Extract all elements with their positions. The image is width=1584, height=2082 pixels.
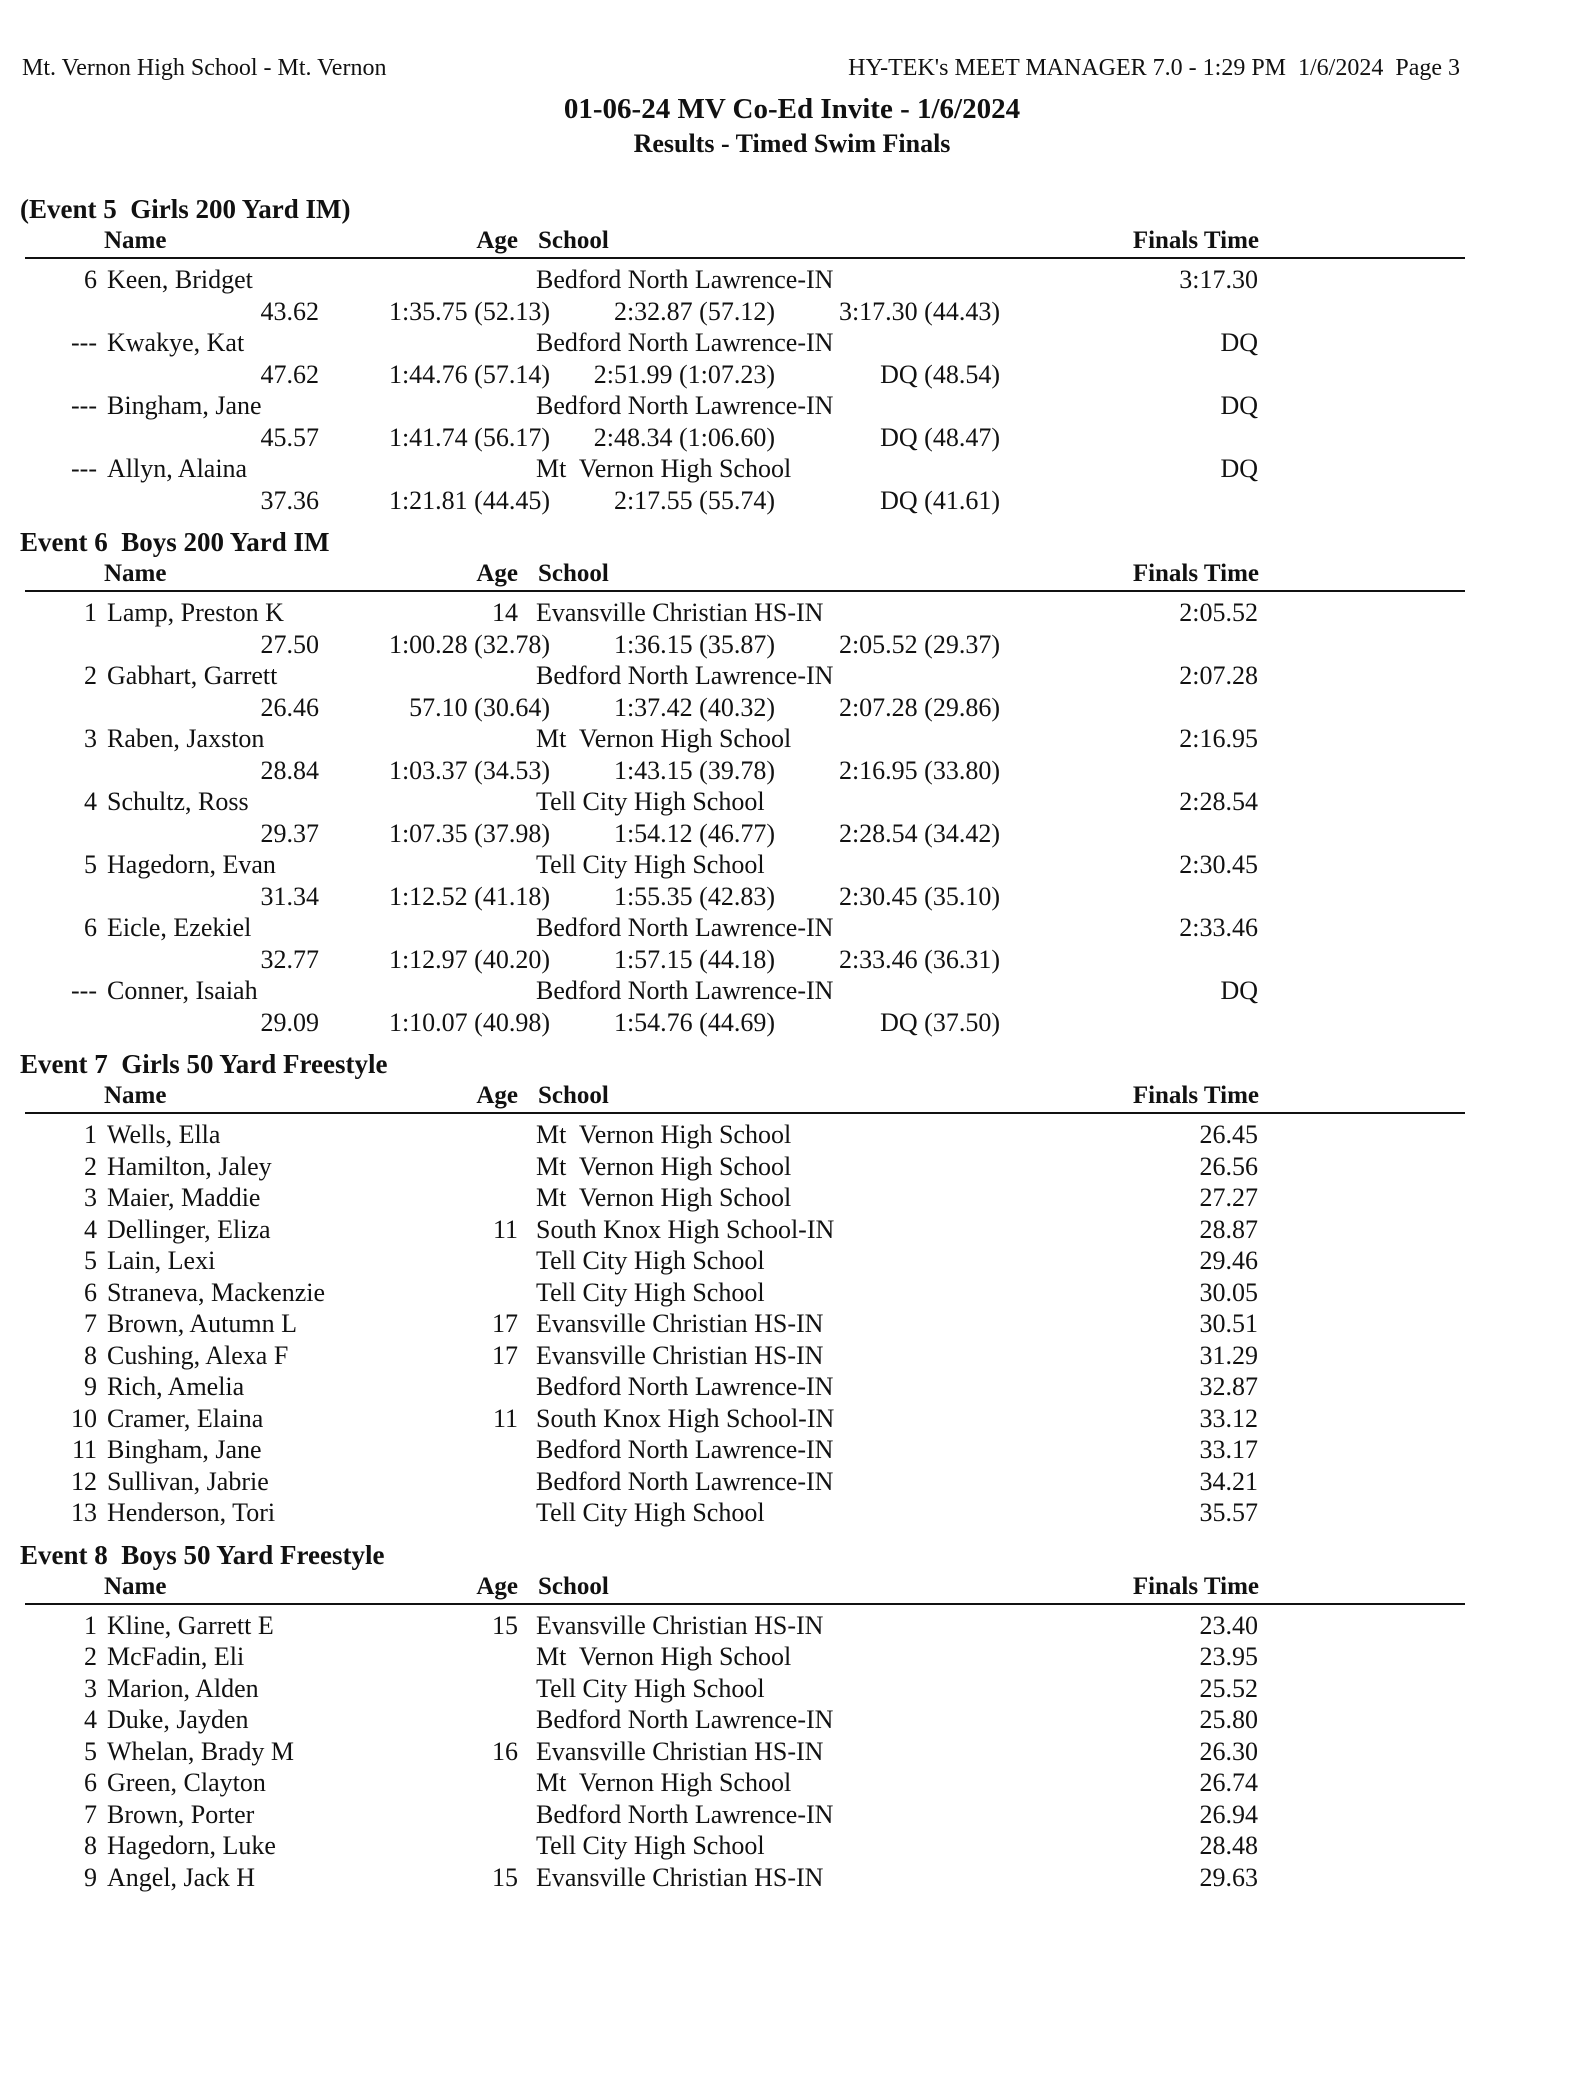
result-row bbox=[25, 1799, 1465, 1831]
swimmer-school: Evansville Christian HS-IN bbox=[536, 1736, 824, 1766]
result-row bbox=[25, 975, 1465, 1007]
finals-time-cell: 3:17.30 bbox=[1179, 265, 1258, 294]
split-2: 1:35.75 (52.13) bbox=[388, 296, 550, 326]
split-2: 1:12.52 (41.18) bbox=[388, 881, 550, 911]
split-3: 1:36.15 (35.87) bbox=[613, 629, 775, 659]
split-3: 1:37.42 (40.32) bbox=[613, 692, 775, 722]
finals-time-cell: 32.87 bbox=[1199, 1372, 1258, 1401]
place-cell: 3 bbox=[84, 724, 97, 753]
splits-row bbox=[25, 692, 1465, 724]
split-4: DQ (37.50) bbox=[880, 1007, 1000, 1037]
result-row bbox=[25, 1119, 1465, 1151]
swimmer-school: Evansville Christian HS-IN bbox=[536, 1340, 824, 1370]
split-2: 1:07.35 (37.98) bbox=[388, 818, 550, 848]
swimmer-name: McFadin, Eli bbox=[107, 1642, 245, 1671]
swimmer-school: Mt Vernon High School bbox=[536, 1120, 792, 1149]
finals-time-cell: 25.80 bbox=[1199, 1705, 1258, 1734]
place-cell: 1 bbox=[84, 1610, 97, 1640]
finals-time-cell: 29.63 bbox=[1199, 1862, 1258, 1892]
finals-time-cell: 28.48 bbox=[1199, 1831, 1258, 1860]
result-row bbox=[25, 1308, 1465, 1340]
meet-title: 01-06-24 MV Co-Ed Invite - 1/6/2024 bbox=[563, 93, 1021, 125]
finals-time-cell: 26.94 bbox=[1199, 1799, 1258, 1829]
swimmer-name: Kline, Garrett E bbox=[107, 1610, 274, 1640]
swimmer-age: 11 bbox=[492, 1403, 518, 1433]
swimmer-school: Mt Vernon High School bbox=[536, 1642, 792, 1671]
column-header-school: School bbox=[538, 1572, 609, 1600]
header-left-text: Mt. Vernon High School - Mt. Vernon bbox=[22, 55, 387, 81]
swimmer-name: Straneva, Mackenzie bbox=[107, 1277, 326, 1307]
split-1: 29.37 bbox=[260, 818, 319, 848]
events-list bbox=[0, 193, 1584, 1893]
swimmer-name: Bingham, Jane bbox=[107, 1435, 262, 1464]
column-header-school: School bbox=[538, 1082, 609, 1109]
result-row bbox=[25, 1466, 1465, 1498]
swimmer-name: Maier, Maddie bbox=[107, 1183, 261, 1212]
swimmer-school: Bedford North Lawrence-IN bbox=[536, 1466, 834, 1496]
place-cell: 4 bbox=[84, 1214, 97, 1244]
finals-time-cell: DQ bbox=[1220, 454, 1258, 483]
swimmer-name: Wells, Ella bbox=[107, 1120, 221, 1149]
swimmer-age: 14 bbox=[492, 598, 518, 627]
splits-row bbox=[25, 422, 1465, 454]
split-3: 1:57.15 (44.18) bbox=[613, 944, 775, 974]
column-header-name: Name bbox=[104, 1572, 167, 1600]
split-4: 3:17.30 (44.43) bbox=[838, 296, 1000, 326]
result-row bbox=[25, 1767, 1465, 1799]
table-header-row bbox=[25, 225, 1465, 259]
swimmer-school: Bedford North Lawrence-IN bbox=[536, 1372, 834, 1401]
finals-time-cell: 35.57 bbox=[1199, 1498, 1258, 1527]
swimmer-name: Whelan, Brady M bbox=[107, 1736, 295, 1766]
swimmer-school: Tell City High School bbox=[536, 1831, 765, 1860]
result-row bbox=[25, 1641, 1465, 1673]
splits-row bbox=[25, 485, 1465, 517]
event-heading: (Event 5 Girls 200 Yard IM) bbox=[20, 194, 351, 224]
swimmer-name: Kwakye, Kat bbox=[107, 328, 245, 357]
split-2: 1:12.97 (40.20) bbox=[388, 944, 550, 974]
splits-row bbox=[25, 818, 1465, 850]
swimmer-age: 16 bbox=[492, 1736, 518, 1766]
swimmer-name: Angel, Jack H bbox=[107, 1862, 256, 1892]
place-cell: 12 bbox=[71, 1466, 97, 1496]
column-header-school: School bbox=[538, 227, 609, 254]
finals-time-cell: 26.56 bbox=[1199, 1151, 1258, 1181]
swimmer-school: Bedford North Lawrence-IN bbox=[536, 1799, 834, 1829]
finals-time-cell: 26.74 bbox=[1199, 1768, 1258, 1797]
result-row bbox=[25, 1862, 1465, 1894]
swimmer-name: Raben, Jaxston bbox=[107, 724, 265, 753]
table-rows bbox=[25, 259, 1465, 516]
split-4: DQ (48.47) bbox=[880, 422, 1000, 452]
split-1: 45.57 bbox=[260, 422, 319, 452]
swimmer-name: Keen, Bridget bbox=[107, 265, 253, 294]
split-3: 2:51.99 (1:07.23) bbox=[593, 359, 775, 389]
place-cell: 2 bbox=[84, 1642, 97, 1671]
split-4: 2:30.45 (35.10) bbox=[838, 881, 1000, 911]
splits-row bbox=[25, 296, 1465, 328]
split-2: 1:21.81 (44.45) bbox=[388, 485, 550, 515]
place-cell: 11 bbox=[71, 1435, 97, 1464]
swimmer-name: Hamilton, Jaley bbox=[107, 1151, 272, 1181]
finals-time-cell: 29.46 bbox=[1199, 1246, 1258, 1275]
place-cell: 10 bbox=[71, 1403, 97, 1433]
table-rows bbox=[25, 1114, 1465, 1529]
swimmer-name: Sullivan, Jabrie bbox=[107, 1466, 269, 1496]
split-4: 2:28.54 (34.42) bbox=[838, 818, 1000, 848]
swimmer-name: Green, Clayton bbox=[107, 1768, 266, 1797]
swimmer-school: Bedford North Lawrence-IN bbox=[536, 913, 834, 942]
finals-time-cell: 23.40 bbox=[1199, 1610, 1258, 1640]
event-section bbox=[0, 526, 1584, 1038]
split-3: 2:17.55 (55.74) bbox=[613, 485, 775, 515]
split-1: 37.36 bbox=[260, 485, 319, 515]
place-cell: --- bbox=[71, 391, 97, 420]
swimmer-school: Bedford North Lawrence-IN bbox=[536, 391, 834, 420]
column-header-age: Age bbox=[476, 560, 518, 587]
column-header-school: School bbox=[538, 560, 609, 587]
swimmer-age: 17 bbox=[492, 1309, 518, 1338]
result-row bbox=[25, 1277, 1465, 1309]
table-header-row bbox=[25, 1080, 1465, 1114]
split-1: 26.46 bbox=[260, 692, 319, 722]
swimmer-school: Mt Vernon High School bbox=[536, 724, 792, 753]
place-cell: 8 bbox=[84, 1831, 97, 1860]
finals-time-cell: 26.45 bbox=[1199, 1120, 1258, 1149]
table-header-row bbox=[25, 558, 1465, 592]
swimmer-school: Mt Vernon High School bbox=[536, 454, 792, 483]
place-cell: 9 bbox=[84, 1862, 97, 1892]
split-2: 1:10.07 (40.98) bbox=[388, 1007, 550, 1037]
place-cell: 13 bbox=[71, 1498, 97, 1527]
split-1: 43.62 bbox=[260, 296, 319, 326]
place-cell: 9 bbox=[84, 1372, 97, 1401]
split-1: 47.62 bbox=[260, 359, 319, 389]
swimmer-school: Mt Vernon High School bbox=[536, 1151, 792, 1181]
result-row bbox=[25, 1434, 1465, 1466]
finals-time-cell: 33.17 bbox=[1199, 1435, 1258, 1464]
place-cell: --- bbox=[71, 976, 97, 1005]
swimmer-age: 15 bbox=[492, 1862, 518, 1892]
swimmer-age: 11 bbox=[492, 1214, 518, 1244]
column-header-age: Age bbox=[476, 227, 518, 254]
result-row bbox=[25, 264, 1465, 296]
result-row bbox=[25, 390, 1465, 422]
split-3: 2:32.87 (57.12) bbox=[613, 296, 775, 326]
swimmer-name: Dellinger, Eliza bbox=[107, 1214, 271, 1244]
split-1: 28.84 bbox=[260, 755, 319, 785]
swimmer-school: South Knox High School-IN bbox=[536, 1214, 835, 1244]
place-cell: 2 bbox=[84, 661, 97, 690]
splits-row bbox=[25, 629, 1465, 661]
result-row bbox=[25, 1214, 1465, 1246]
split-2: 1:00.28 (32.78) bbox=[388, 629, 550, 659]
result-row bbox=[25, 1830, 1465, 1862]
swimmer-name: Schultz, Ross bbox=[107, 787, 249, 816]
event-heading: Event 8 Boys 50 Yard Freestyle bbox=[20, 1539, 385, 1570]
finals-time-cell: 23.95 bbox=[1199, 1642, 1258, 1671]
swimmer-school: Bedford North Lawrence-IN bbox=[536, 661, 834, 690]
finals-time-cell: 2:28.54 bbox=[1179, 787, 1258, 816]
place-cell: 8 bbox=[84, 1340, 97, 1370]
splits-row bbox=[25, 881, 1465, 913]
splits-row bbox=[25, 359, 1465, 391]
finals-time-cell: 33.12 bbox=[1199, 1403, 1258, 1433]
finals-time-cell: 2:33.46 bbox=[1179, 913, 1258, 942]
swimmer-name: Brown, Autumn L bbox=[107, 1309, 297, 1338]
split-4: 2:33.46 (36.31) bbox=[838, 944, 1000, 974]
swimmer-age: 15 bbox=[492, 1610, 518, 1640]
column-header-finals: Finals Time bbox=[1132, 227, 1259, 254]
place-cell: --- bbox=[71, 454, 97, 483]
page-header bbox=[0, 0, 1584, 82]
swimmer-school: Tell City High School bbox=[536, 1498, 765, 1527]
result-row bbox=[25, 327, 1465, 359]
swimmer-school: Bedford North Lawrence-IN bbox=[536, 1435, 834, 1464]
place-cell: 1 bbox=[84, 598, 97, 627]
split-1: 27.50 bbox=[260, 629, 319, 659]
split-3: 2:48.34 (1:06.60) bbox=[593, 422, 775, 452]
split-3: 1:54.12 (46.77) bbox=[613, 818, 775, 848]
split-2: 1:44.76 (57.14) bbox=[388, 359, 550, 389]
results-table bbox=[25, 1571, 1465, 1894]
split-4: 2:07.28 (29.86) bbox=[838, 692, 1000, 722]
split-3: 1:55.35 (42.83) bbox=[613, 881, 775, 911]
column-header-age: Age bbox=[476, 1082, 518, 1109]
column-header-finals: Finals Time bbox=[1132, 560, 1259, 587]
finals-time-cell: 30.05 bbox=[1199, 1277, 1258, 1307]
swimmer-name: Brown, Porter bbox=[107, 1799, 255, 1829]
swimmer-name: Eicle, Ezekiel bbox=[107, 913, 252, 942]
column-header-name: Name bbox=[104, 560, 167, 587]
finals-time-cell: DQ bbox=[1220, 976, 1258, 1005]
swimmer-name: Lain, Lexi bbox=[107, 1246, 216, 1275]
swimmer-school: Bedford North Lawrence-IN bbox=[536, 976, 834, 1005]
swimmer-school: Tell City High School bbox=[536, 1277, 765, 1307]
result-row bbox=[25, 786, 1465, 818]
finals-time-cell: 2:05.52 bbox=[1179, 598, 1258, 627]
header-right-text: HY-TEK's MEET MANAGER 7.0 - 1:29 PM 1/6/2024 Page 3 bbox=[848, 55, 1460, 81]
swimmer-name: Lamp, Preston K bbox=[107, 598, 284, 627]
swimmer-school: Bedford North Lawrence-IN bbox=[536, 328, 834, 357]
result-row bbox=[25, 1403, 1465, 1435]
swimmer-school: Bedford North Lawrence-IN bbox=[536, 1705, 834, 1734]
result-row bbox=[25, 1371, 1465, 1403]
split-4: 2:05.52 (29.37) bbox=[838, 629, 1000, 659]
results-table bbox=[25, 225, 1465, 516]
results-subtitle: Results - Timed Swim Finals bbox=[633, 129, 951, 158]
swimmer-name: Conner, Isaiah bbox=[107, 976, 258, 1005]
splits-row bbox=[25, 755, 1465, 787]
result-row bbox=[25, 1673, 1465, 1705]
result-row bbox=[25, 1610, 1465, 1642]
results-table bbox=[25, 1080, 1465, 1529]
finals-time-cell: 28.87 bbox=[1199, 1214, 1258, 1244]
swimmer-name: Duke, Jayden bbox=[107, 1705, 249, 1734]
result-row bbox=[25, 1340, 1465, 1372]
swimmer-school: Tell City High School bbox=[536, 850, 765, 879]
swimmer-name: Cramer, Elaina bbox=[107, 1403, 264, 1433]
swimmer-school: Evansville Christian HS-IN bbox=[536, 1309, 824, 1338]
table-header-row bbox=[25, 1571, 1465, 1605]
result-row bbox=[25, 912, 1465, 944]
finals-time-cell: 27.27 bbox=[1199, 1183, 1258, 1212]
place-cell: 7 bbox=[84, 1799, 97, 1829]
finals-time-cell: 2:30.45 bbox=[1179, 850, 1258, 879]
swimmer-name: Cushing, Alexa F bbox=[107, 1340, 289, 1370]
place-cell: 4 bbox=[84, 1705, 97, 1734]
result-row bbox=[25, 1151, 1465, 1183]
swimmer-school: South Knox High School-IN bbox=[536, 1403, 835, 1433]
place-cell: 5 bbox=[84, 1246, 97, 1275]
swimmer-school: Mt Vernon High School bbox=[536, 1768, 792, 1797]
finals-time-cell: 31.29 bbox=[1199, 1340, 1258, 1370]
finals-time-cell: DQ bbox=[1220, 328, 1258, 357]
finals-time-cell: 34.21 bbox=[1199, 1466, 1258, 1496]
result-row bbox=[25, 1736, 1465, 1768]
swimmer-school: Evansville Christian HS-IN bbox=[536, 598, 824, 627]
swimmer-age: 17 bbox=[492, 1340, 518, 1370]
event-section bbox=[0, 1048, 1584, 1529]
swimmer-school: Mt Vernon High School bbox=[536, 1183, 792, 1212]
splits-row bbox=[25, 944, 1465, 976]
split-4: DQ (41.61) bbox=[880, 485, 1000, 515]
split-1: 29.09 bbox=[260, 1007, 319, 1037]
split-1: 31.34 bbox=[260, 881, 319, 911]
column-header-name: Name bbox=[104, 1082, 167, 1109]
finals-time-cell: 26.30 bbox=[1199, 1736, 1258, 1766]
place-cell: 4 bbox=[84, 787, 97, 816]
swimmer-school: Evansville Christian HS-IN bbox=[536, 1862, 824, 1892]
swimmer-name: Rich, Amelia bbox=[107, 1372, 245, 1401]
finals-time-cell: 2:07.28 bbox=[1179, 661, 1258, 690]
table-rows bbox=[25, 592, 1465, 1038]
place-cell: 2 bbox=[84, 1151, 97, 1181]
event-section bbox=[0, 1539, 1584, 1894]
split-3: 1:54.76 (44.69) bbox=[613, 1007, 775, 1037]
swimmer-name: Hagedorn, Luke bbox=[107, 1831, 276, 1860]
swimmer-school: Tell City High School bbox=[536, 787, 765, 816]
split-3: 1:43.15 (39.78) bbox=[613, 755, 775, 785]
swimmer-school: Bedford North Lawrence-IN bbox=[536, 265, 834, 294]
split-1: 32.77 bbox=[260, 944, 319, 974]
place-cell: 6 bbox=[84, 1277, 97, 1307]
place-cell: 6 bbox=[84, 1768, 97, 1797]
finals-time-cell: DQ bbox=[1220, 391, 1258, 420]
place-cell: 1 bbox=[84, 1120, 97, 1149]
table-rows bbox=[25, 1605, 1465, 1894]
finals-time-cell: 30.51 bbox=[1199, 1309, 1258, 1338]
split-4: 2:16.95 (33.80) bbox=[838, 755, 1000, 785]
result-row bbox=[25, 849, 1465, 881]
split-2: 1:41.74 (56.17) bbox=[388, 422, 550, 452]
place-cell: 6 bbox=[84, 265, 97, 294]
split-2: 57.10 (30.64) bbox=[409, 692, 550, 722]
result-row bbox=[25, 1245, 1465, 1277]
place-cell: 6 bbox=[84, 913, 97, 942]
column-header-finals: Finals Time bbox=[1132, 1082, 1259, 1109]
place-cell: --- bbox=[71, 328, 97, 357]
splits-row bbox=[25, 1007, 1465, 1039]
swimmer-school: Tell City High School bbox=[536, 1673, 765, 1703]
swimmer-school: Tell City High School bbox=[536, 1246, 765, 1275]
event-section bbox=[0, 193, 1584, 516]
swimmer-name: Gabhart, Garrett bbox=[107, 661, 278, 690]
result-row bbox=[25, 1497, 1465, 1529]
swimmer-school: Evansville Christian HS-IN bbox=[536, 1610, 824, 1640]
split-4: DQ (48.54) bbox=[880, 359, 1000, 389]
place-cell: 5 bbox=[84, 850, 97, 879]
result-row bbox=[25, 453, 1465, 485]
swimmer-name: Marion, Alden bbox=[107, 1673, 259, 1703]
result-row bbox=[25, 1704, 1465, 1736]
swimmer-name: Henderson, Tori bbox=[107, 1498, 276, 1527]
swimmer-name: Allyn, Alaina bbox=[107, 454, 248, 483]
swimmer-name: Hagedorn, Evan bbox=[107, 850, 276, 879]
place-cell: 3 bbox=[84, 1183, 97, 1212]
result-row bbox=[25, 723, 1465, 755]
column-header-age: Age bbox=[476, 1572, 518, 1600]
swimmer-name: Bingham, Jane bbox=[107, 391, 262, 420]
place-cell: 3 bbox=[84, 1673, 97, 1703]
result-row bbox=[25, 597, 1465, 629]
results-table bbox=[25, 558, 1465, 1038]
column-header-finals: Finals Time bbox=[1132, 1572, 1259, 1600]
place-cell: 5 bbox=[84, 1736, 97, 1766]
event-heading: Event 6 Boys 200 Yard IM bbox=[20, 527, 330, 557]
finals-time-cell: 25.52 bbox=[1199, 1673, 1258, 1703]
place-cell: 7 bbox=[84, 1309, 97, 1338]
result-row bbox=[25, 1182, 1465, 1214]
finals-time-cell: 2:16.95 bbox=[1179, 724, 1258, 753]
event-heading: Event 7 Girls 50 Yard Freestyle bbox=[20, 1049, 388, 1079]
result-row bbox=[25, 660, 1465, 692]
column-header-name: Name bbox=[104, 227, 167, 254]
split-2: 1:03.37 (34.53) bbox=[388, 755, 550, 785]
